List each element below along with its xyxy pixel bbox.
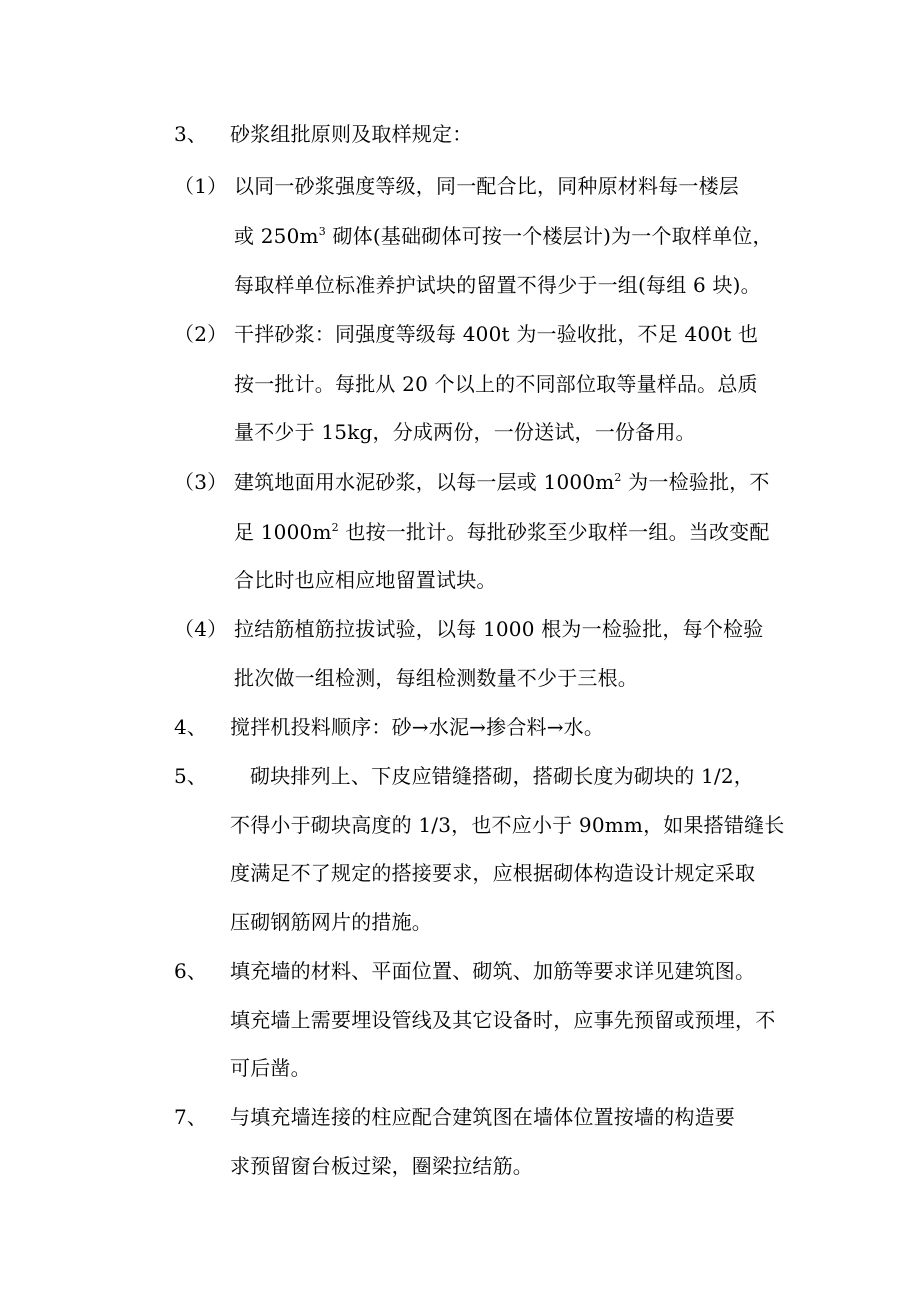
item-5-line-4: 压砌钢筋网片的措施。 <box>230 910 432 934</box>
item-5-line-3: 度满足不了规定的搭接要求，应根据砌体构造设计规定采取 <box>230 861 756 885</box>
item-5-line-1: 砌块排列上、下皮应错缝搭砌，搭砌长度为砌块的 1/2， <box>250 764 754 788</box>
subitem-4-line-1: 拉结筋植筋拉拔试验，以每 1000 根为一检验批，每个检验 <box>234 617 764 641</box>
item-number-3: 3、 <box>174 122 208 146</box>
item-number-6: 6、 <box>174 959 208 983</box>
item-7-line-2: 求预留窗台板过梁，圈梁拉结筋。 <box>230 1154 533 1178</box>
subitem-number-2: （2） <box>174 322 228 346</box>
text-segment: 砌体(基础砌体可按一个楼层计)为一个取样单位， <box>325 224 773 248</box>
subitem-number-3: （3） <box>174 470 228 494</box>
text-segment: 或 250m <box>234 224 319 248</box>
subitem-2-line-2: 按一批计。每批从 20 个以上的不同部位取等量样品。总质 <box>234 372 758 396</box>
item-5-line-2: 不得小于砌块高度的 1/3，也不应小于 90mm，如果搭错缝长 <box>230 813 785 837</box>
item-4-text: 搅拌机投料顺序：砂→水泥→掺合料→水。 <box>230 715 605 739</box>
item-6-line-3: 可后凿。 <box>230 1056 311 1080</box>
item-3-heading: 砂浆组批原则及取样规定： <box>230 122 473 146</box>
item-number-4: 4、 <box>174 715 208 739</box>
subitem-number-1: （1） <box>174 174 228 198</box>
item-number-7: 7、 <box>174 1105 208 1129</box>
subitem-3-line-3: 合比时也应相应地留置试块。 <box>234 568 497 592</box>
superscript: 3 <box>318 225 326 238</box>
item-number-5: 5、 <box>174 764 208 788</box>
item-7-line-1: 与填充墙连接的柱应配合建筑图在墙体位置按墙的构造要 <box>230 1105 735 1129</box>
subitem-2-line-3: 量不少于 15kg，分成两份，一份送试，一份备用。 <box>234 420 696 444</box>
superscript: 2 <box>614 471 622 484</box>
text-segment: 足 1000m <box>234 520 332 544</box>
subitem-3-line-1 <box>234 470 770 494</box>
text-segment: 建筑地面用水泥砂浆，以每一层或 1000m <box>234 470 615 494</box>
subitem-number-4: （4） <box>174 617 228 641</box>
item-6-line-2: 填充墙上需要埋设管线及其它设备时，应事先预留或预埋，不 <box>230 1008 776 1032</box>
subitem-1-line-3: 每取样单位标准养护试块的留置不得少于一组(每组 6 块)。 <box>234 273 761 297</box>
text-segment: 也按一批计。每批砂浆至少取样一组。当改变配 <box>338 520 770 544</box>
subitem-4-line-2: 批次做一组检测，每组检测数量不少于三根。 <box>234 666 638 690</box>
subitem-2-line-1: 干拌砂浆：同强度等级每 400t 为一验收批，不足 400t 也 <box>234 322 759 346</box>
superscript: 2 <box>331 521 339 534</box>
subitem-3-line-2 <box>234 520 770 544</box>
item-6-line-1: 填充墙的材料、平面位置、砌筑、加筋等要求详见建筑图。 <box>230 959 756 983</box>
subitem-1-line-2 <box>234 224 773 248</box>
text-segment: 为一检验批，不 <box>621 470 770 494</box>
subitem-1-line-1: 以同一砂浆强度等级，同一配合比，同种原材料每一楼层 <box>234 174 739 198</box>
